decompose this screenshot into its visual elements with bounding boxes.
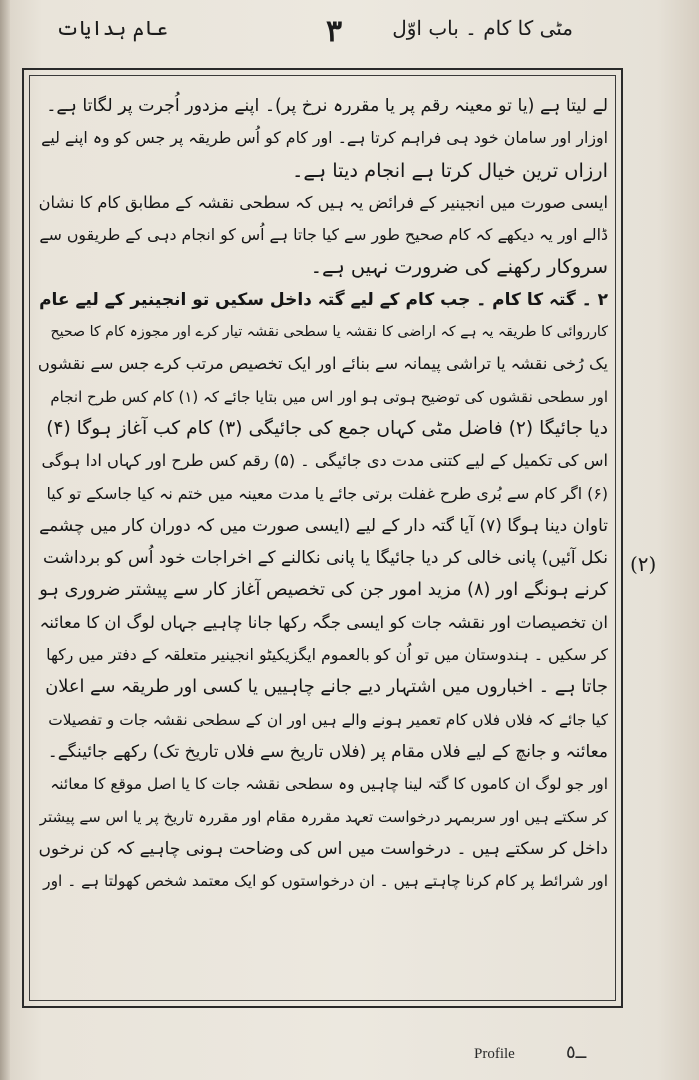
text-line: لے لیتا ہے (یا تو معینہ رقم پر یا مقررہ نرخ پر)۔ اپنے مزدور اُجرت پر لگاتا ہے۔: [46, 96, 608, 116]
text-line: اور سطحی نقشوں کی توضیح ہوتی ہو اور اس میں بتایا جائے کہ (۱) کام کس طرح انجام: [50, 387, 608, 406]
text-line: اوزار اور سامان خود ہی فراہم کرتا ہے۔ اور کام کو اُس طریقہ پر جس کو وہ اپنے لیے: [41, 128, 608, 148]
text-line: کر سکتے ہیں اور سربمہر درخواست تعہد مقررہ مقام اور مقررہ تاریخ پر یا اس سے پیشتر: [39, 807, 608, 826]
text-line: سروکار رکھنے کی ضرورت نہیں ہے۔: [310, 255, 608, 279]
running-header-section: عام ہدایات: [56, 16, 168, 40]
body-text: [38, 90, 608, 897]
text-line: دیا جائیگا (۲) فاضل مٹی کہاں جمع کی جائیگی (۳) کام کب آغاز ہوگا (۴): [46, 417, 608, 439]
text-line: (۶) اگر کام سے بُری طرح غفلت برتی جائے یا مدت معینہ میں ختم نہ کیا جاسکے تو کیا: [46, 483, 608, 503]
page-binding-edge: [0, 0, 10, 1080]
text-line: داخل کر سکتے ہیں ۔ درخواست میں اس کی وضاحت ہونی چاہیے کہ کن نرخوں: [38, 838, 608, 859]
text-line: ارزاں ترین خیال کرتا ہے انجام دیتا ہے۔: [291, 158, 608, 182]
page-number: ۳: [326, 14, 343, 49]
text-line: معائنہ و جانچ کے لیے فلاں مقام پر (فلاں تاریخ سے فلاں تاریخ تک) رکھے جائینگے۔: [47, 741, 608, 762]
footer-label: Profile: [474, 1046, 515, 1062]
text-line: یک رُخی نقشہ یا تراشی پیمانہ سے بنائے اور ایک تخصیص مرتب کرے جس سے نقشوں: [38, 354, 608, 374]
text-line: ایسی صورت میں انجینیر کے فرائض یہ ہیں کہ سطحی نقشہ کے مطابق کام کا نشان: [38, 192, 608, 212]
text-line: کرنے ہونگے اور (۸) مزید امور جن کی تخصیص آغاز کار سے پیشتر ضروری ہو: [39, 579, 608, 601]
text-line: کیا جائے کہ فلاں فلاں کام تعمیر ہونے والے ہیں اور ان کے سطحی نقشہ جات و تفصیلات: [48, 710, 608, 729]
text-line: اور شرائط پر کام کرنا چاہتے ہیں ۔ ان درخواستوں کو ایک معتمد شخص کھولتا ہے ۔ اور: [43, 872, 608, 891]
text-line: نکل آئیں) پانی خالی کر دیا جائیگا یا پانی نکالنے کے اخراجات خود اُس کو برداشت: [42, 548, 608, 569]
running-header-chapter: مٹی کا کام ۔ باب اوّل: [392, 16, 573, 40]
text-line: ۲ ۔ گتہ کا کام ۔ جب کام کے لیے گتہ داخل سکیں تو انجینیر کے لیے عام: [39, 289, 608, 310]
footer-mark: ــ٥: [566, 1042, 587, 1063]
text-line: کارروائی کا طریقہ یہ ہے کہ اراضی کا نقشہ یا سطحی نقشہ تیار کرے اور مجوزہ کام کا صحیح: [50, 324, 608, 341]
text-line: کر سکیں ۔ ہندوستان میں تو اُن کو بالعموم ایگزیکیٹو انجینیر متعلقہ کے دفتر میں رکھا: [46, 645, 608, 665]
text-line: ان تخصیصات اور نقشہ جات کو ایسی جگہ رکھا جانا چاہیے جہاں لوگ ان کا معائنہ: [39, 612, 608, 632]
text-line: ڈالے اور یہ دیکھے کہ کام صحیح طور سے کیا جاتا ہے اُس کو انجام دہی کے طریقوں سے: [39, 225, 608, 245]
text-line: اور جو لوگ ان کاموں کا گتہ لینا چاہیں وہ سطحی نقشہ جات کا یا اصل موقع کا معائنہ: [50, 775, 608, 794]
margin-note: (۲): [630, 552, 657, 576]
text-line: جاتا ہے ۔ اخباروں میں اشتہار دیے جانے چاہییں یا کسی اور طریقہ سے اعلان: [45, 676, 608, 698]
text-line: تاوان دینا ہوگا (۷) آیا گتہ دار کے لیے (ایسی صورت میں کہ دوران کار میں چشمے: [39, 515, 608, 536]
text-line: اس کی تکمیل کے لیے کتنی مدت دی جائیگی ۔ (۵) رقم کس طرح اور کہاں ادا ہوگی: [41, 451, 608, 471]
